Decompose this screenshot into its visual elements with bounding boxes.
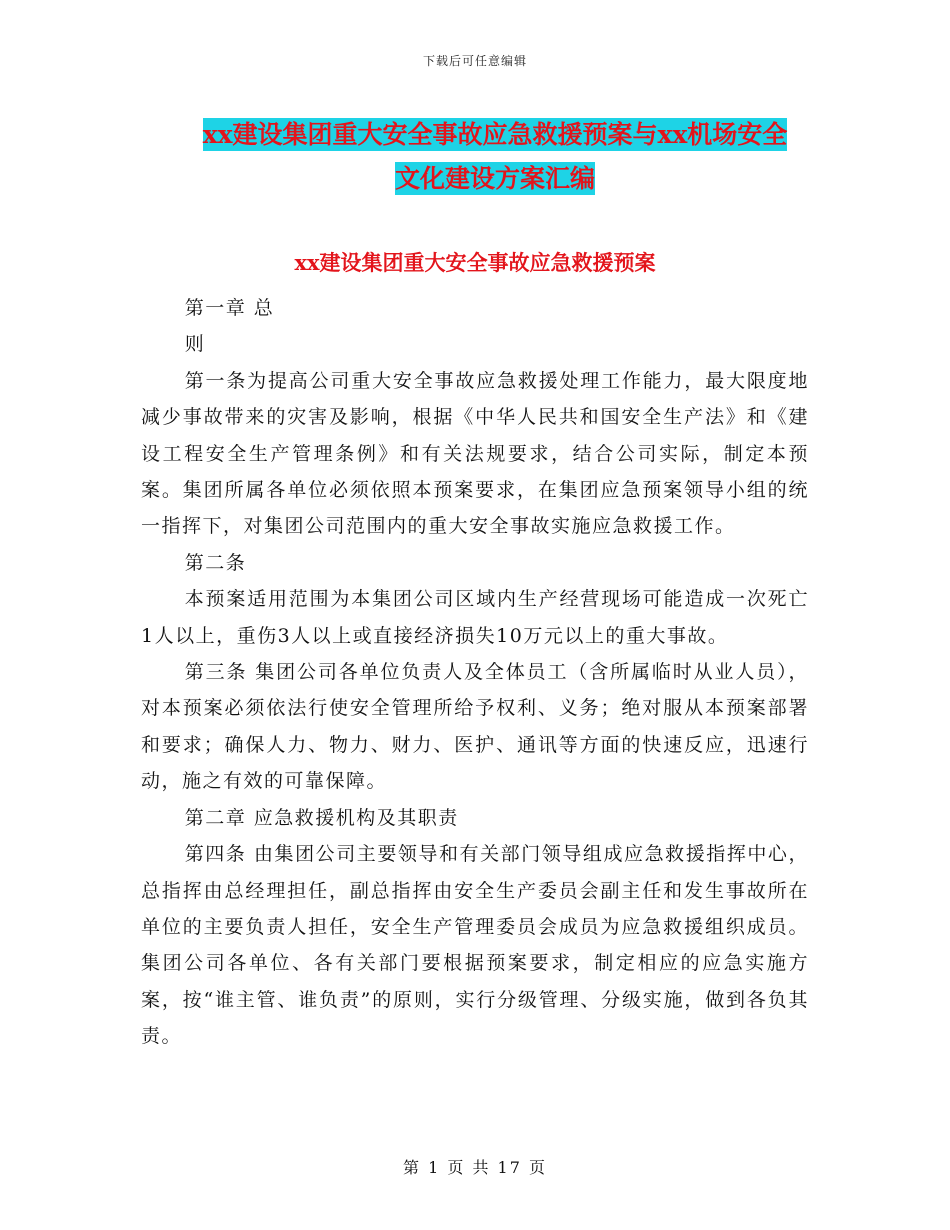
paragraph-chapter-1-cont: 则 — [184, 333, 206, 356]
paragraph-article-2-heading: 第二条 — [184, 551, 247, 574]
title-line-2: 文化建设方案汇编 — [394, 164, 595, 193]
title-line-1: xx建设集团重大安全事故应急救援预案与xx机场安全 — [202, 120, 788, 149]
paragraph-article-3: 第三条 集团公司各单位负责人及全体员工（含所属临时从业人员），对本预案必须依法行使安全管理所给予权利、义务；绝对服从本预案部署和要求；确保人力、物力、财力、医护、通讯等方面的快速反应，迅速行动，施之有效的可靠保障。 — [141, 661, 809, 793]
paragraph-chapter-2: 第二章 应急救援机构及其职责 — [184, 806, 459, 829]
paragraph-article-1: 第一条为提高公司重大安全事故应急救援处理工作能力，最大限度地减少事故带来的灾害及影响，根据《中华人民共和国安全生产法》和《建设工程安全生产管理条例》和有关法规要求，结合公司实际，制定本预案。集团所属各单位必须依照本预案要求，在集团应急预案领导小组的统一指挥下，对集团公司范围内的重大安全事故实施应急救援工作。 — [141, 369, 809, 538]
document-title — [140, 113, 850, 201]
document-body — [141, 290, 809, 1055]
section-title: xx建设集团重大安全事故应急救援预案 — [294, 250, 656, 275]
paragraph-article-2: 本预案适用范围为本集团公司区域内生产经营现场可能造成一次死亡1人以上，重伤3人以上或直接经济损失10万元以上的重大事故。 — [141, 588, 809, 647]
paragraph-article-4: 第四条 由集团公司主要领导和有关部门领导组成应急救援指挥中心，总指挥由总经理担任，副总指挥由安全生产委员会副主任和发生事故所在单位的主要负责人担任，安全生产管理委员会成员为应急救援组织成员。集团公司各单位、各有关部门要根据预案要求，制定相应的应急实施方案，按“谁主管、谁负责”的原则，实行分级管理、分级实施，做到各负其责。 — [141, 843, 809, 1048]
page-footer: 第 1 页 共 17 页 — [403, 1158, 547, 1177]
page-header: 下载后可任意编辑 — [422, 54, 527, 68]
paragraph-chapter-1: 第一章 总 — [184, 297, 275, 319]
